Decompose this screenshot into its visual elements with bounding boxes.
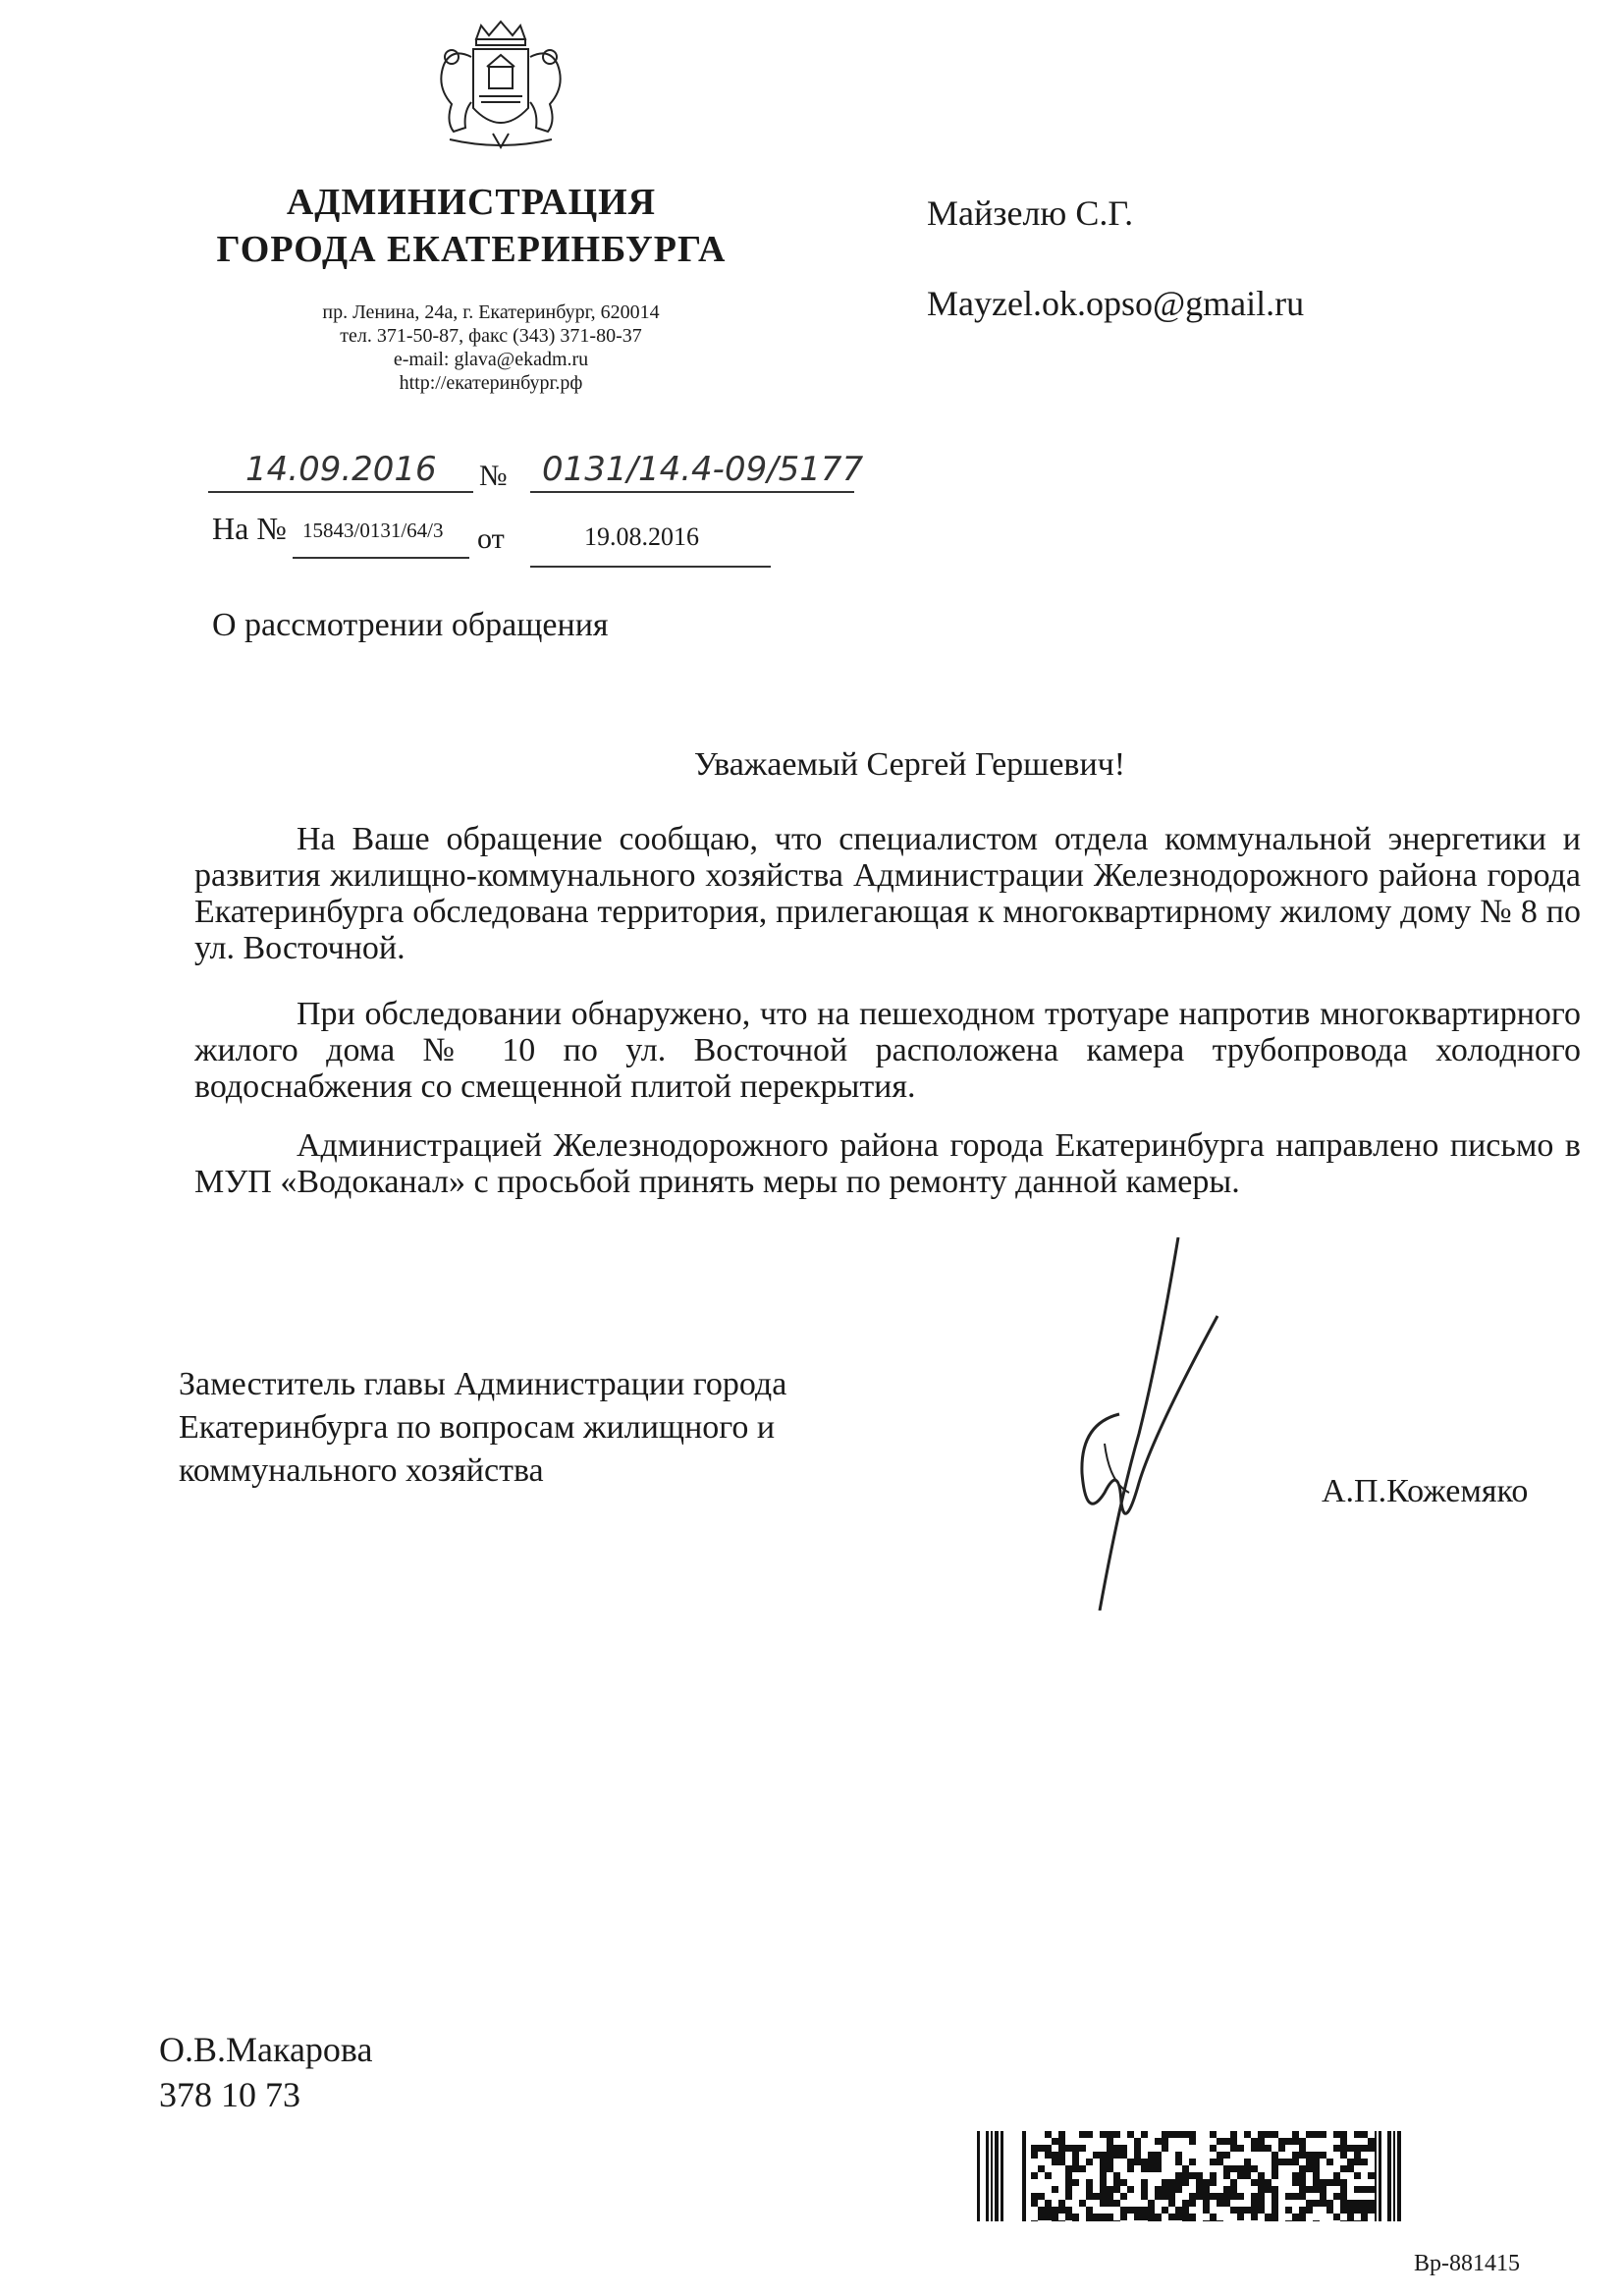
- signer-position-line2: Екатеринбурга по вопросам жилищного и: [179, 1409, 776, 1446]
- outgoing-number: 0131/14.4-09/5177: [542, 450, 864, 489]
- number-label: №: [479, 460, 508, 492]
- signer-position-line1: Заместитель главы Администрации города: [179, 1366, 787, 1402]
- organization-phone: тел. 371-50-87, факс (343) 371-80-37: [340, 325, 642, 347]
- executor-name: О.В.Макарова: [159, 2030, 373, 2069]
- letter-subject: О рассмотрении обращения: [212, 607, 609, 643]
- recipient-name: Майзелю С.Г.: [927, 193, 1134, 233]
- coat-of-arms-icon: [422, 18, 579, 165]
- reference-number: 15843/0131/64/3: [302, 519, 444, 542]
- organization-name-line2: ГОРОДА ЕКАТЕРИНБУРГА: [216, 229, 727, 270]
- signer-position-line3: коммунального хозяйства: [179, 1452, 544, 1489]
- organization-website: http://екатеринбург.рф: [399, 372, 583, 394]
- organization-email: e-mail: glava@ekadm.ru: [393, 349, 589, 370]
- reference-date-underline: [530, 566, 771, 568]
- outgoing-date-underline: [208, 491, 473, 493]
- outgoing-date: 14.09.2016: [245, 450, 437, 489]
- body-paragraph: На Ваше обращение сообщаю, что специалистом отдела коммунальной энергетики и развития жилищно-коммунального хозяйства Администрации Железнодорожного района города Екатеринбурга обследована территория, прилегающая к многоквартирному жилому дому № 8 по ул. Восточной.: [194, 821, 1581, 966]
- reference-label: На №: [212, 511, 287, 546]
- recipient-email: Mayzel.ok.opso@gmail.ru: [927, 284, 1305, 323]
- barcode-id: Вр-881415: [1414, 2251, 1520, 2276]
- organization-name-line1: АДМИНИСТРАЦИЯ: [286, 182, 657, 223]
- body-paragraph: Администрацией Железнодорожного района города Екатеринбурга направлено письмо в МУП «Водоканал» с просьбой принять меры по ремонту данной камеры.: [194, 1127, 1581, 1200]
- handwritten-signature: [1060, 1237, 1247, 1611]
- from-label: от: [477, 522, 505, 555]
- reference-date: 19.08.2016: [584, 522, 699, 551]
- organization-address: пр. Ленина, 24а, г. Екатеринбург, 620014: [322, 301, 660, 323]
- outgoing-number-underline: [530, 491, 854, 493]
- executor-phone: 378 10 73: [159, 2075, 300, 2114]
- reference-number-underline: [293, 557, 469, 559]
- signer-name: А.П.Кожемяко: [1322, 1473, 1529, 1509]
- barcode: [977, 2131, 1414, 2221]
- body-paragraph: При обследовании обнаружено, что на пешеходном тротуаре напротив многоквартирного жилого дома № 10 по ул. Восточной расположена камера трубопровода холодного водоснабжения со смещенной плитой перекрытия.: [194, 996, 1581, 1105]
- greeting: Уважаемый Сергей Гершевич!: [693, 746, 1126, 783]
